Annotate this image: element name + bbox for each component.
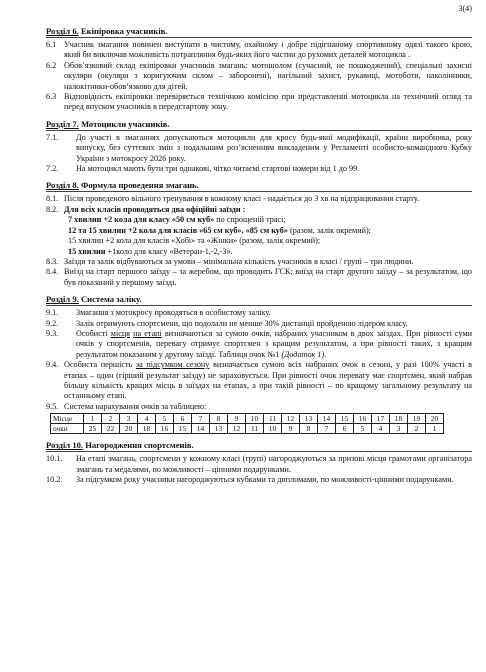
place-cell: 14	[318, 414, 336, 424]
race-format-line	[46, 215, 472, 225]
place-cell: 13	[300, 414, 318, 424]
item-8-1	[46, 194, 472, 204]
section-9-title	[46, 294, 472, 305]
item-text: визначається сумою всіх набраних очок в сезоні, у разі 100% участі в етапах – один (гірший результат заїзду) не зараховується. При рівності очок перевагу має спортсмен, який набрав більшу кількість кращих місць в заїздах на етапах, а при такій рівності – по кращому загальному результату на останньому етапі.	[64, 360, 472, 401]
item-number: 6.2	[46, 60, 57, 70]
item-6-3	[46, 92, 472, 113]
item-number: 9.5.	[46, 401, 59, 411]
place-cell: 8	[210, 414, 228, 424]
place-cell: 11	[264, 414, 282, 424]
points-cell: 10	[264, 424, 282, 434]
item-10-2	[46, 475, 472, 485]
item-text: Виїзд на старт першого заїзду – за жеребом, що проводить ГСК; виїзд на старт другого заїзду – за результатом, що був показаний у першому заїзді.	[64, 267, 472, 287]
place-cell: 3	[120, 414, 138, 424]
item-text: На мотоцикл мають бути три однакові, чітко читаємі стартові номери від 1 до 99.	[76, 164, 360, 174]
section-7-heading: Мотоцикли учасників.	[80, 118, 170, 129]
item-text: визначаються за сумою очків, набраних учасником в двох заїздах. При рівності суми очків у спортсменів, перевагу отримує спортсмен з кращим результатом, а при рівності таких, з кращим результатом показаним у другому заїзді. Таблиця очок №1	[76, 328, 473, 359]
item-number: 9.1.	[46, 308, 59, 318]
item-number: 8.3.	[46, 256, 59, 266]
points-cell: 12	[228, 424, 246, 434]
section-9-label: Розділ 9.	[46, 294, 79, 305]
divider	[46, 305, 472, 306]
section-9-heading: Система заліку.	[80, 294, 142, 305]
points-cell: 18	[138, 424, 156, 434]
item-number: 10.1.	[46, 454, 63, 464]
places-row	[51, 414, 444, 424]
item-text: .	[324, 349, 327, 359]
place-cell: 20	[426, 414, 444, 424]
points-cell: 20	[120, 424, 138, 434]
race-format-rest: по спрощеній трасі;	[214, 215, 286, 225]
place-cell: 5	[156, 414, 174, 424]
item-text: На етапі змагань, спортсмени у кожному класі (групі) нагороджуються за призові місця грамотами організатора змагань та медалями, по можливості – цінними подарунками.	[76, 454, 472, 474]
places-row-label: Місце	[51, 414, 84, 424]
item-text: Заїзди та залік відбуваються за умови – мінімальна кількість учасників в класі / групі – три людини.	[64, 256, 414, 266]
race-format-bold: 7 хвилин +2 кола для класу «50 см куб»	[68, 215, 215, 225]
place-cell: 10	[246, 414, 264, 424]
item-number: 8.4.	[46, 267, 59, 277]
item-text: Змагання з мотокросу проводяться в особистому заліку.	[76, 308, 271, 318]
divider	[46, 191, 472, 192]
points-cell: 5	[354, 424, 372, 434]
points-cell: 6	[336, 424, 354, 434]
place-cell: 4	[138, 414, 156, 424]
section-6-title	[46, 26, 472, 37]
item-9-5	[46, 402, 472, 412]
place-cell: 2	[102, 414, 120, 424]
points-cell: 1	[426, 424, 444, 434]
item-number: 6.3	[46, 92, 57, 102]
points-cell: 2	[408, 424, 426, 434]
section-7-title	[46, 119, 472, 130]
item-text: Особисті	[76, 328, 111, 338]
points-row	[51, 424, 444, 434]
item-text: До участі в змаганнях допускаються мотоцикли для кросу будь-якої модифікації, країни виробника, року випуску, без суттєвих змін з подальшим роз’ясненням викладеним у Регламенті особисто-командного Кубку України з мотокросу 2026 року.	[76, 132, 472, 163]
points-table	[50, 413, 444, 434]
race-format-rest: (разом, залік окремий);	[287, 225, 371, 235]
item-10-1	[46, 454, 472, 475]
place-cell: 15	[336, 414, 354, 424]
points-cell: 25	[84, 424, 102, 434]
item-text: Відповідність екіпіровки перевіряється технічною комісією при представленні мотоцикла на технічний огляд та перед впуском учасників в передстартову зону.	[64, 92, 472, 112]
underlined-text: за підсумком сезону	[135, 360, 210, 370]
place-cell: 1	[84, 414, 102, 424]
appendix-reference: (Додаток 1)	[281, 349, 325, 359]
item-8-4	[46, 267, 472, 288]
points-cell: 13	[210, 424, 228, 434]
points-cell: 3	[390, 424, 408, 434]
item-text: За підсумком року учасники нагороджуються кубками та дипломами, по можливості-цінними подарунками.	[76, 475, 454, 484]
points-cell: 9	[282, 424, 300, 434]
item-text: Обов’язковий склад екіпіровки учасників змагань: мотошолом (сучасний, не пошкоджений), спеціальні захисні окуляри (окуляри з коригуючим склом – заборонені), нагільний захист, рукавиці, мотоботи, наколінники, налокітники-обов’язково для дітей.	[64, 60, 472, 91]
item-6-1	[46, 40, 472, 61]
points-cell: 16	[156, 424, 174, 434]
section-10-heading: Нагородження спортсменів.	[85, 440, 194, 451]
section-10-label: Розділ 10.	[46, 440, 84, 451]
item-text: Система нарахування очків за таблицею:	[64, 401, 207, 411]
place-cell: 12	[282, 414, 300, 424]
item-number: 9.3.	[46, 328, 59, 338]
item-text: Учасник змагання повинен виступати в чистому, охайному і добре підігнаному спортивному одязі такого крою, який би виключав можливість потрапляння будь-яких його частин до рухомих деталей мотоцикла .	[64, 40, 472, 60]
item-number: 8.1.	[46, 194, 59, 204]
points-cell: 8	[300, 424, 318, 434]
item-number: 6.1	[46, 40, 57, 49]
item-8-2	[46, 205, 472, 215]
points-cell: 15	[174, 424, 192, 434]
race-format-line	[46, 247, 472, 257]
item-8-3	[46, 257, 472, 267]
item-text: Для всіх класів проводяться два офіційні заїзди :	[64, 204, 246, 214]
item-number: 8.2.	[46, 204, 59, 214]
item-9-1	[46, 308, 472, 318]
underlined-text: місця	[110, 328, 131, 338]
section-6-label: Розділ 6.	[46, 26, 79, 36]
points-cell: 22	[102, 424, 120, 434]
divider	[46, 451, 472, 452]
race-format-line	[46, 226, 472, 236]
points-cell: 14	[192, 424, 210, 434]
place-cell: 7	[192, 414, 210, 424]
section-7-label: Розділ 7.	[46, 118, 79, 129]
place-cell: 6	[174, 414, 192, 424]
place-cell: 19	[408, 414, 426, 424]
item-number: 7.1.	[46, 132, 59, 142]
place-cell: 9	[228, 414, 246, 424]
place-cell: 16	[354, 414, 372, 424]
points-row-label: очки	[51, 424, 84, 434]
race-format-rest: +1коло для класу «Ветеран-1,-2,-3».	[105, 246, 233, 256]
divider	[46, 37, 472, 38]
section-10-title	[46, 440, 472, 451]
item-text: Після проведеного вільного тренування в кожному класі - надається до 3 хв на відпрацювання старту.	[64, 194, 420, 204]
points-cell: 7	[318, 424, 336, 434]
section-6-heading: Екіпіровка учасників.	[80, 26, 168, 36]
item-number: 9.2.	[46, 318, 59, 328]
divider	[46, 130, 472, 131]
underlined-text: на етапі	[133, 328, 162, 338]
item-number: 10.2.	[46, 475, 63, 484]
item-9-2	[46, 319, 472, 329]
page-number: 3(4)	[458, 4, 472, 13]
section-8-title	[46, 180, 472, 191]
item-number: 7.2.	[46, 164, 59, 174]
section-8-label: Розділ 8.	[46, 180, 79, 191]
race-format-line	[46, 236, 472, 246]
item-7-2	[46, 164, 472, 174]
item-9-3	[46, 329, 472, 360]
item-9-4	[46, 360, 472, 402]
item-text: Залік отримують спортсмени, що подолали не менше 30% дистанції пройденою лідером класу.	[76, 318, 408, 328]
item-7-1	[46, 133, 472, 164]
race-format-bold: 15 хвилин	[68, 246, 106, 256]
item-text: Особиста першість	[64, 360, 136, 370]
points-cell: 11	[246, 424, 264, 434]
section-8-heading: Формула проведення змагань.	[80, 180, 199, 191]
race-format-rest: 15 хвилин +2 кола для класів «Хобі» та «Жінки» (разом, залік окремий);	[68, 236, 321, 246]
place-cell: 17	[372, 414, 390, 424]
item-number: 9.4.	[46, 360, 59, 370]
points-cell: 4	[372, 424, 390, 434]
race-format-bold: 12 та 15 хвилин +2 кола для класів «65 см куб», «85 см куб»	[68, 225, 288, 235]
place-cell: 18	[390, 414, 408, 424]
item-6-2	[46, 61, 472, 92]
